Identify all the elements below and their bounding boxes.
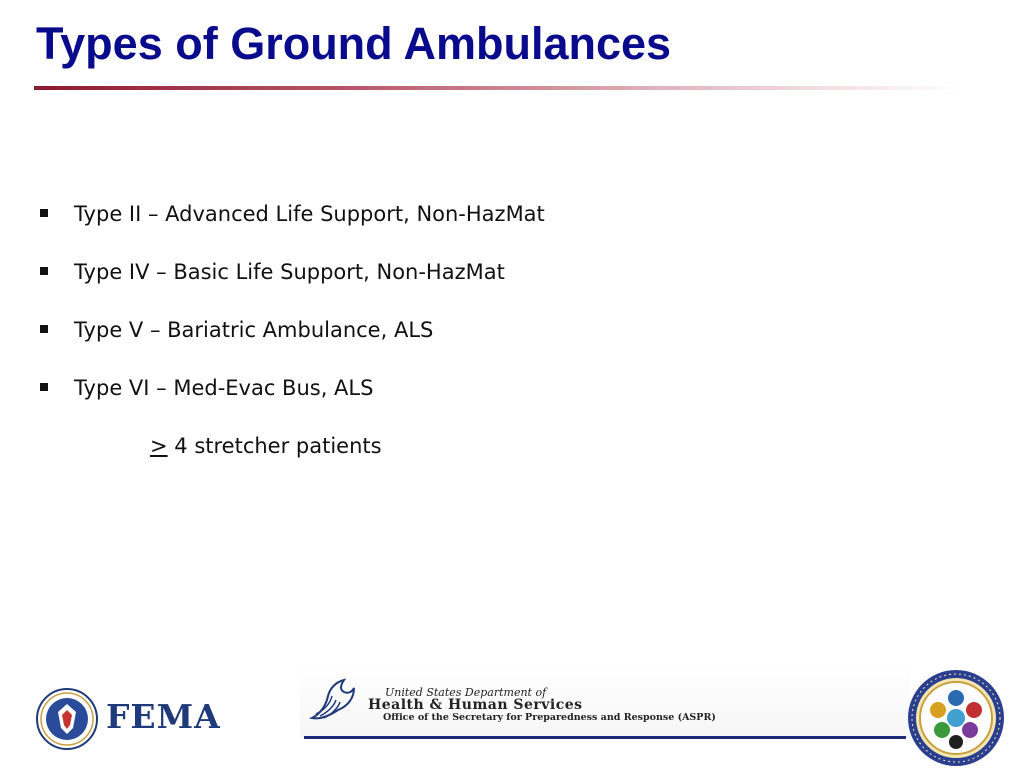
dhs-seal-icon [36, 688, 98, 750]
hhs-name-label: Health & Human Services [368, 697, 583, 713]
bullet-item: Type II – Advanced Life Support, Non-HazMat [36, 196, 545, 254]
fema-logo-text: FEMA [106, 697, 221, 736]
footer-divider [304, 736, 906, 739]
bullet-list [36, 196, 545, 428]
sub-bullet [150, 428, 382, 464]
slide-title: Types of Ground Ambulances [36, 18, 672, 69]
hhs-department-label: United States Department of [385, 686, 547, 699]
bullet-item: Type VI – Med-Evac Bus, ALS [36, 370, 545, 428]
hhs-office-label: Office of the Secretary for Preparedness and Response (ASPR) [383, 712, 716, 723]
aspr-seal-icon [906, 668, 1006, 768]
bullet-item: Type V – Bariatric Ambulance, ALS [36, 312, 545, 370]
bullet-item: Type IV – Basic Life Support, Non-HazMat [36, 254, 545, 312]
title-divider [34, 86, 964, 90]
greater-equal-symbol: > [150, 434, 168, 458]
sub-bullet-text: 4 stretcher patients [167, 434, 382, 458]
hhs-eagle-icon [306, 676, 360, 728]
